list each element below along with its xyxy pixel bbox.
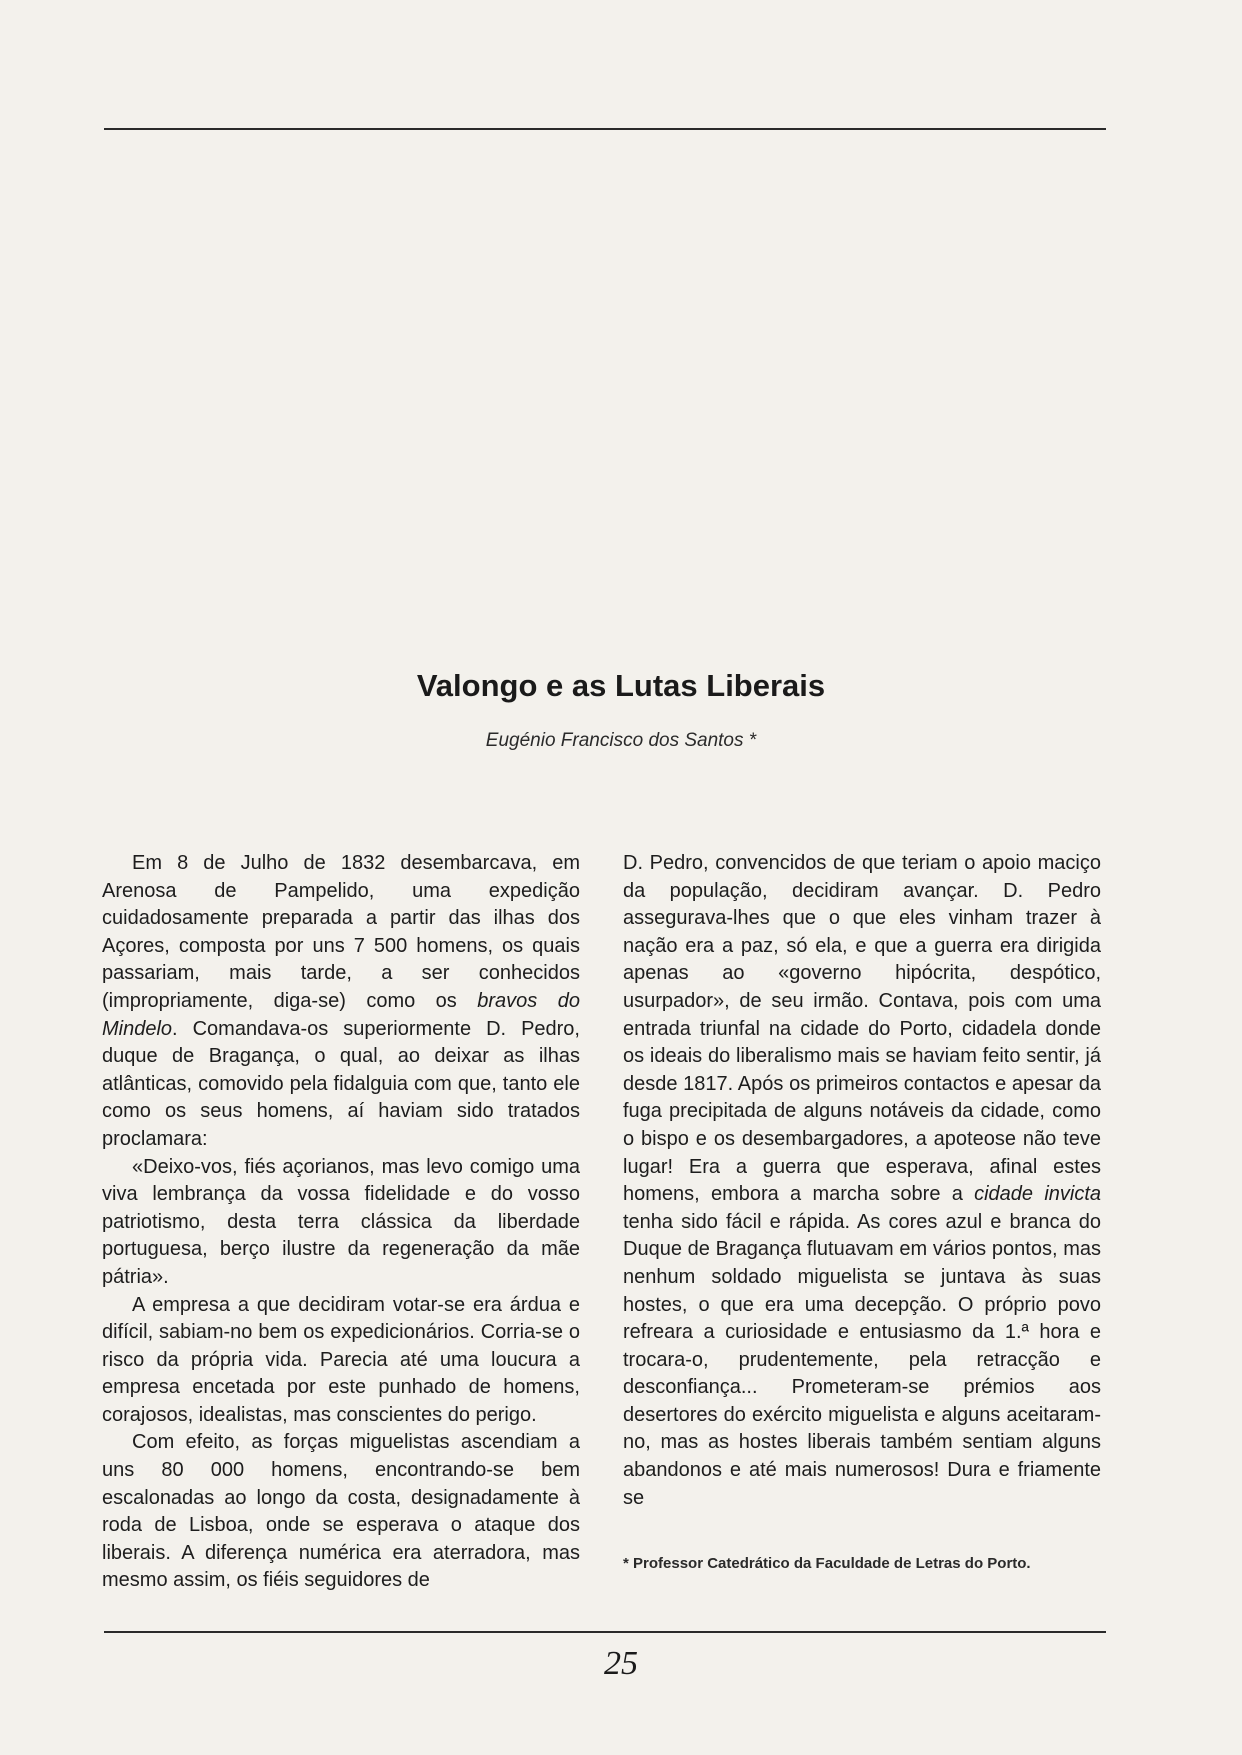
- page-number: 25: [604, 1645, 638, 1682]
- paragraph-3: A empresa a que decidiram votar-se era árdua e difícil, sabiam-no bem os expedicionários. Corria-se o risco da própria vida. Parecia até uma loucura a empresa encetada por este punhado de homens, corajosos, idealistas, mas conscientes do perigo.: [102, 1293, 580, 1426]
- text-run: Em 8 de Julho de 1832 desembarcava, em Arenosa de Pampelido, uma expedição cuidadosamente preparada a partir das ilhas dos Açores, composta por uns 7 500 homens, os quais passariam, mais tarde, a ser conhecidos (impropriamente, diga-se) como os: [102, 852, 580, 1012]
- paragraph-4: Com efeito, as forças miguelistas ascendiam a uns 80 000 homens, encontrando-se bem escalonadas ao longo da costa, designadamente à roda de Lisboa, onde se esperava o ataque dos liberais. A diferença numérica era aterradora, mas mesmo assim, os fiéis seguidores de: [102, 1431, 580, 1592]
- article-author: Eugénio Francisco dos Santos *: [485, 730, 757, 751]
- bottom-rule: [104, 1631, 1106, 1633]
- text-run: . Comandava-os superiormente D. Pedro, duque de Bragança, o qual, ao deixar as ilhas atlânticas, comovido pela fidalguia com que, tanto ele como os seus homens, aí haviam sido tratados proclamara:: [102, 1017, 580, 1150]
- paragraph-continued: [623, 850, 1101, 1512]
- italic-phrase: cidade invicta: [974, 1183, 1102, 1206]
- top-rule: [104, 128, 1106, 130]
- paragraph-1: [102, 850, 580, 1154]
- paragraph-quote: «Deixo-vos, fiés açorianos, mas levo comigo uma viva lembrança da vossa fidelidade e do vosso patriotismo, desta terra clássica da liberdade portuguesa, berço ilustre da regeneração da mãe pátria».: [102, 1155, 580, 1288]
- italic-phrase: bravos do Mindelo: [102, 989, 580, 1040]
- text-run: tenha sido fácil e rápida. As cores azul e branca do Duque de Bragança flutuavam em vários pontos, mas nenhum soldado miguelista se juntava às suas hostes, o que era uma decepção. O próprio povo refreara a curiosidade e entusiasmo da 1.ª hora e trocara-o, prudentemente, pela retracção e desconfiança... Prometeram-se prémios aos desertores do exército miguelista e alguns aceitaram-no, mas as hostes liberais também sentiam alguns abandonos e até mais numerosos! Dura e friamente se: [623, 1210, 1101, 1509]
- footnote: * Professor Catedrático da Faculdade de Letras do Porto.: [623, 1555, 1031, 1572]
- article-title: Valongo e as Lutas Liberais: [416, 668, 826, 703]
- text-run: D. Pedro, convencidos de que teriam o apoio maciço da população, decidiram avançar. D. Pedro asseguravа-lhes que o que eles vinham trazer à nação era a paz, só ela, e que a guerra era dirigida apenas ao «governo hipócrita, despótico, usurpador», de seu irmão. Contava, pois com uma entrada triunfal na cidade do Porto, cidadela donde os ideais do liberalismo mais se haviam feito sentir, já desde 1817. Após os primeiros contactos e apesar da fuga precipitada de alguns notáveis da cidade, como o bispo e os desembargadores, a apoteose não teve lugar! Era a guerra que esperava, afinal estes homens, embora a marcha sobre a: [623, 852, 1101, 1206]
- right-column: [623, 850, 1101, 1512]
- left-column: [102, 850, 580, 1595]
